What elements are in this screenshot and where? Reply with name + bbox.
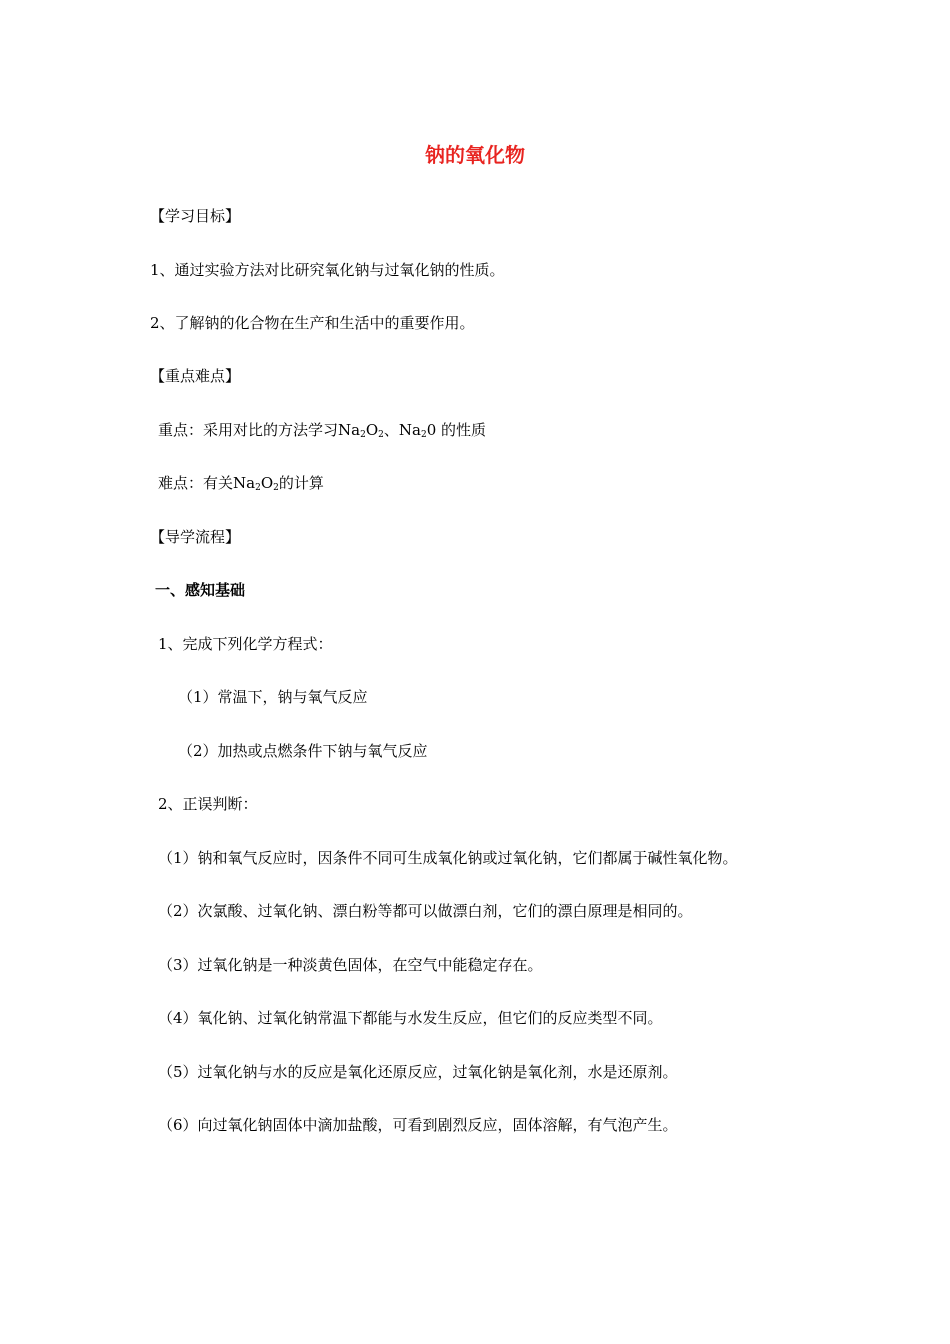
- judgement-item-5: （5）过氧化钠与水的反应是氧化还原反应，过氧化钠是氧化剂，水是还原剂。: [158, 1063, 678, 1081]
- question-2-label: 2、正误判断：: [158, 795, 258, 813]
- question-1-item-1: （1）常温下，钠与氧气反应: [178, 688, 368, 706]
- formula-sub: 2: [273, 483, 279, 493]
- judgement-item-3: （3）过氧化钠是一种淡黄色固体，在空气中能稳定存在。: [158, 956, 543, 974]
- objectives-heading: 【学习目标】: [150, 207, 241, 225]
- process-heading: 【导学流程】: [150, 528, 241, 546]
- formula-o: 0: [426, 421, 437, 439]
- formula-na: Na: [338, 421, 361, 439]
- formula-o: O: [365, 421, 379, 439]
- key-points-heading: 【重点难点】: [150, 367, 241, 385]
- judgement-item-1: （1）钠和氧气反应时，因条件不同可生成氧化钠或过氧化钠，它们都属于碱性氧化物。: [158, 849, 738, 867]
- formula-o: O: [260, 474, 274, 492]
- key-point-line: [158, 420, 486, 440]
- formula-na: Na: [233, 474, 256, 492]
- key-point-prefix: 重点：采用对比的方法学习: [158, 421, 339, 439]
- formula-sub: 2: [360, 430, 366, 440]
- page-title: 钠的氧化物: [425, 143, 525, 167]
- question-1-item-2: （2）加热或点燃条件下钠与氧气反应: [178, 742, 428, 760]
- key-point-suffix: 的性质: [436, 421, 487, 439]
- difficulty-suffix: 的计算: [278, 474, 324, 492]
- objective-item-1: 1、通过实验方法对比研究氧化钠与过氧化钠的性质。: [150, 261, 505, 279]
- formula-sep: 、: [383, 421, 399, 439]
- formula-na: Na: [398, 421, 421, 439]
- question-1-label: 1、完成下列化学方程式：: [158, 635, 333, 653]
- section-heading: 一、感知基础: [155, 581, 246, 599]
- judgement-item-4: （4）氧化钠、过氧化钠常温下都能与水发生反应，但它们的反应类型不同。: [158, 1009, 663, 1027]
- formula-sub: 2: [420, 430, 427, 440]
- judgement-item-2: （2）次氯酸、过氧化钠、漂白粉等都可以做漂白剂，它们的漂白原理是相同的。: [158, 902, 693, 920]
- difficulty-line: [158, 473, 324, 493]
- formula-sub: 2: [378, 430, 384, 440]
- objective-item-2: 2、了解钠的化合物在生产和生活中的重要作用。: [150, 314, 475, 332]
- formula-sub: 2: [255, 483, 261, 493]
- difficulty-prefix: 难点：有关: [158, 474, 234, 492]
- judgement-item-6: （6）向过氧化钠固体中滴加盐酸，可看到剧烈反应，固体溶解，有气泡产生。: [158, 1116, 678, 1134]
